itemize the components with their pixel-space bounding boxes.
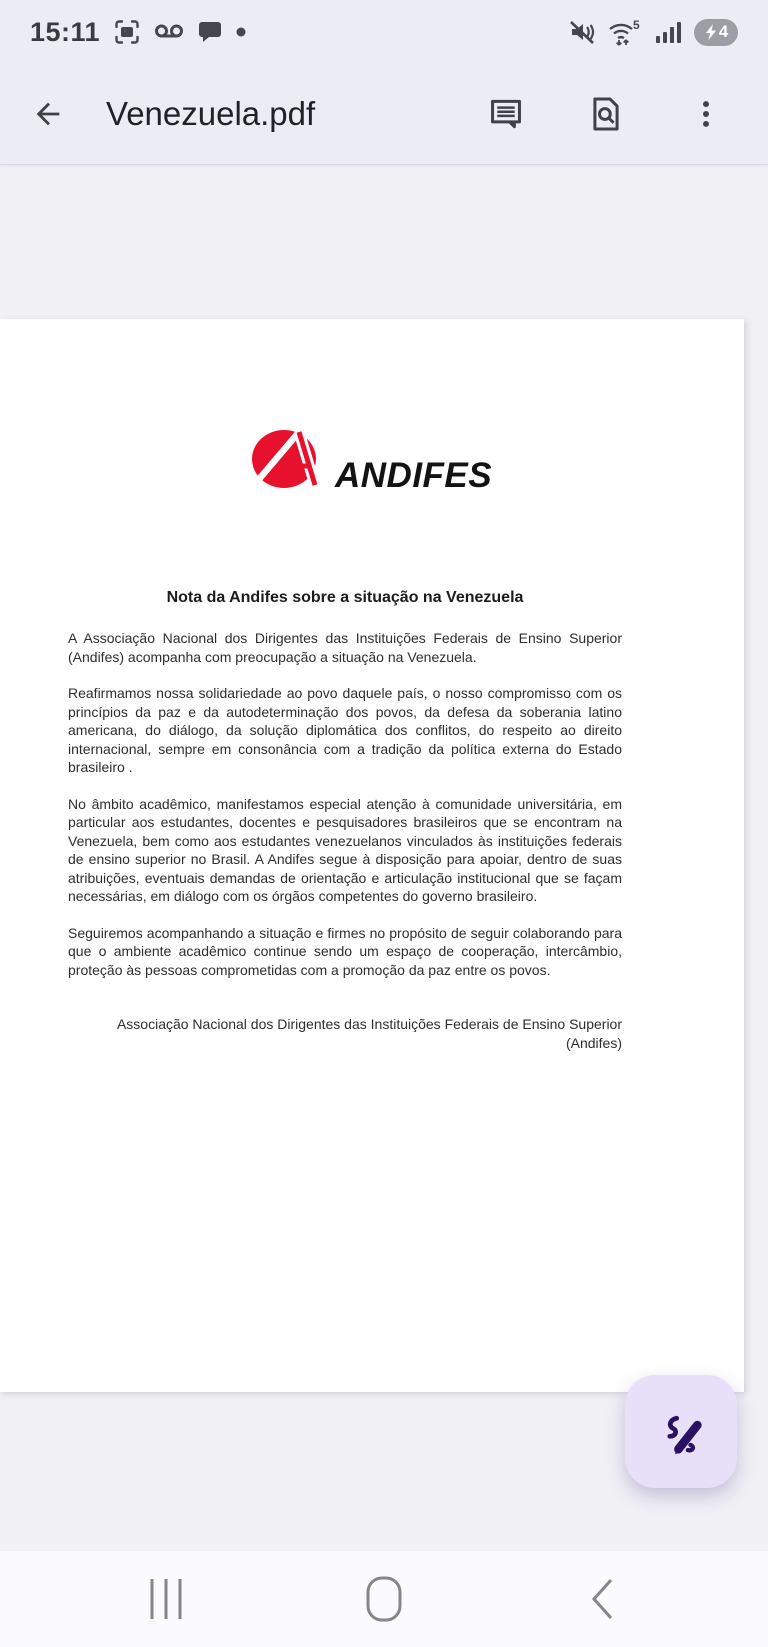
annotate-fab-button[interactable] bbox=[625, 1375, 737, 1488]
home-icon bbox=[366, 1576, 402, 1622]
screenshot-icon bbox=[114, 19, 140, 45]
top-bar-block bbox=[0, 0, 768, 165]
pdf-viewer-canvas[interactable] bbox=[0, 164, 768, 1551]
charging-bolt-icon bbox=[704, 23, 718, 41]
andifes-logo-mark-icon bbox=[251, 428, 331, 497]
back-chevron-icon bbox=[589, 1577, 615, 1621]
search-in-document-button[interactable] bbox=[584, 92, 628, 136]
paragraph: Reafirmamos nossa solidariedade ao povo daquele país, o nosso compromisso com os princípios da paz e da autodeterminação dos povos, da defesa da soberania latino americana, do diálogo, da solução diplomática dos conflitos, do respeito ao direito internacional, sempre em consonância com a tradição da política externa do Estado brasileiro . bbox=[68, 685, 622, 775]
arrow-left-icon bbox=[31, 97, 65, 131]
overflow-menu-button[interactable] bbox=[684, 92, 728, 136]
signature-block bbox=[68, 1015, 622, 1052]
andifes-logo bbox=[251, 433, 622, 497]
comments-button[interactable] bbox=[484, 92, 528, 136]
status-bar bbox=[0, 0, 768, 64]
note-body bbox=[68, 629, 622, 979]
signature-line: (Andifes) bbox=[565, 1034, 622, 1051]
mute-vibrate-icon bbox=[568, 18, 596, 46]
nav-home-button[interactable] bbox=[348, 1563, 420, 1635]
status-bar-left bbox=[30, 17, 246, 48]
recents-icon bbox=[144, 1577, 188, 1621]
nav-back-button[interactable] bbox=[566, 1563, 638, 1635]
document-title: Venezuela.pdf bbox=[106, 95, 316, 132]
note-title: Nota da Andifes sobre a situação na Venezuela bbox=[166, 589, 524, 606]
document-search-icon bbox=[587, 95, 625, 133]
comment-icon bbox=[487, 95, 525, 133]
message-icon bbox=[198, 20, 222, 44]
signal-strength-icon bbox=[654, 19, 684, 45]
paragraph: A Associação Nacional dos Dirigentes das Instituições Federais de Ensino Superior (Andifes) acompanha com preocupação a situação na Venezuela. bbox=[68, 630, 622, 665]
clock: 15:11 bbox=[30, 16, 101, 47]
paragraph: No âmbito acadêmico, manifestamos especial atenção à comunidade universitária, em particular aos estudantes, docentes e pesquisadores brasileiros que se encontram na Venezuela, bem como aos estudantes venezuelanos vinculados às instituições federais de ensino superior no Brasil. A Andifes segue à disposição para apoiar, dentro de suas atribuições, eventuais demandas de orientação e articulação institucional que se façam necessárias, em diálogo com os órgãos competentes do governo brasileiro. bbox=[68, 795, 622, 904]
svg-text:5: 5 bbox=[633, 18, 640, 32]
battery-charging-indicator bbox=[694, 19, 738, 46]
notification-dot-icon bbox=[236, 27, 246, 37]
wifi-5g-icon bbox=[606, 17, 644, 47]
andifes-logo-text: ANDIFES bbox=[335, 456, 493, 495]
signature-line: Associação Nacional dos Dirigentes das Instituições Federais de Ensino Superior bbox=[116, 1016, 622, 1032]
status-bar-right bbox=[568, 17, 738, 47]
back-button[interactable] bbox=[26, 92, 70, 136]
scribble-pen-icon bbox=[650, 1401, 712, 1463]
pdf-page bbox=[0, 319, 744, 1392]
three-dot-menu-icon bbox=[689, 97, 723, 131]
battery-percent: 4 bbox=[718, 22, 729, 41]
app-bar-actions bbox=[484, 92, 728, 136]
system-navigation-bar bbox=[0, 1551, 768, 1647]
app-bar bbox=[0, 64, 768, 164]
voicemail-icon bbox=[154, 23, 184, 41]
nav-recents-button[interactable] bbox=[130, 1563, 202, 1635]
paragraph: Seguiremos acompanhando a situação e firmes no propósito de seguir colaborando para que o ambiente acadêmico continue sendo um espaço de cooperação, intercâmbio, proteção às pessoas comprometidas com a promoção da paz entre os povos. bbox=[68, 924, 622, 978]
